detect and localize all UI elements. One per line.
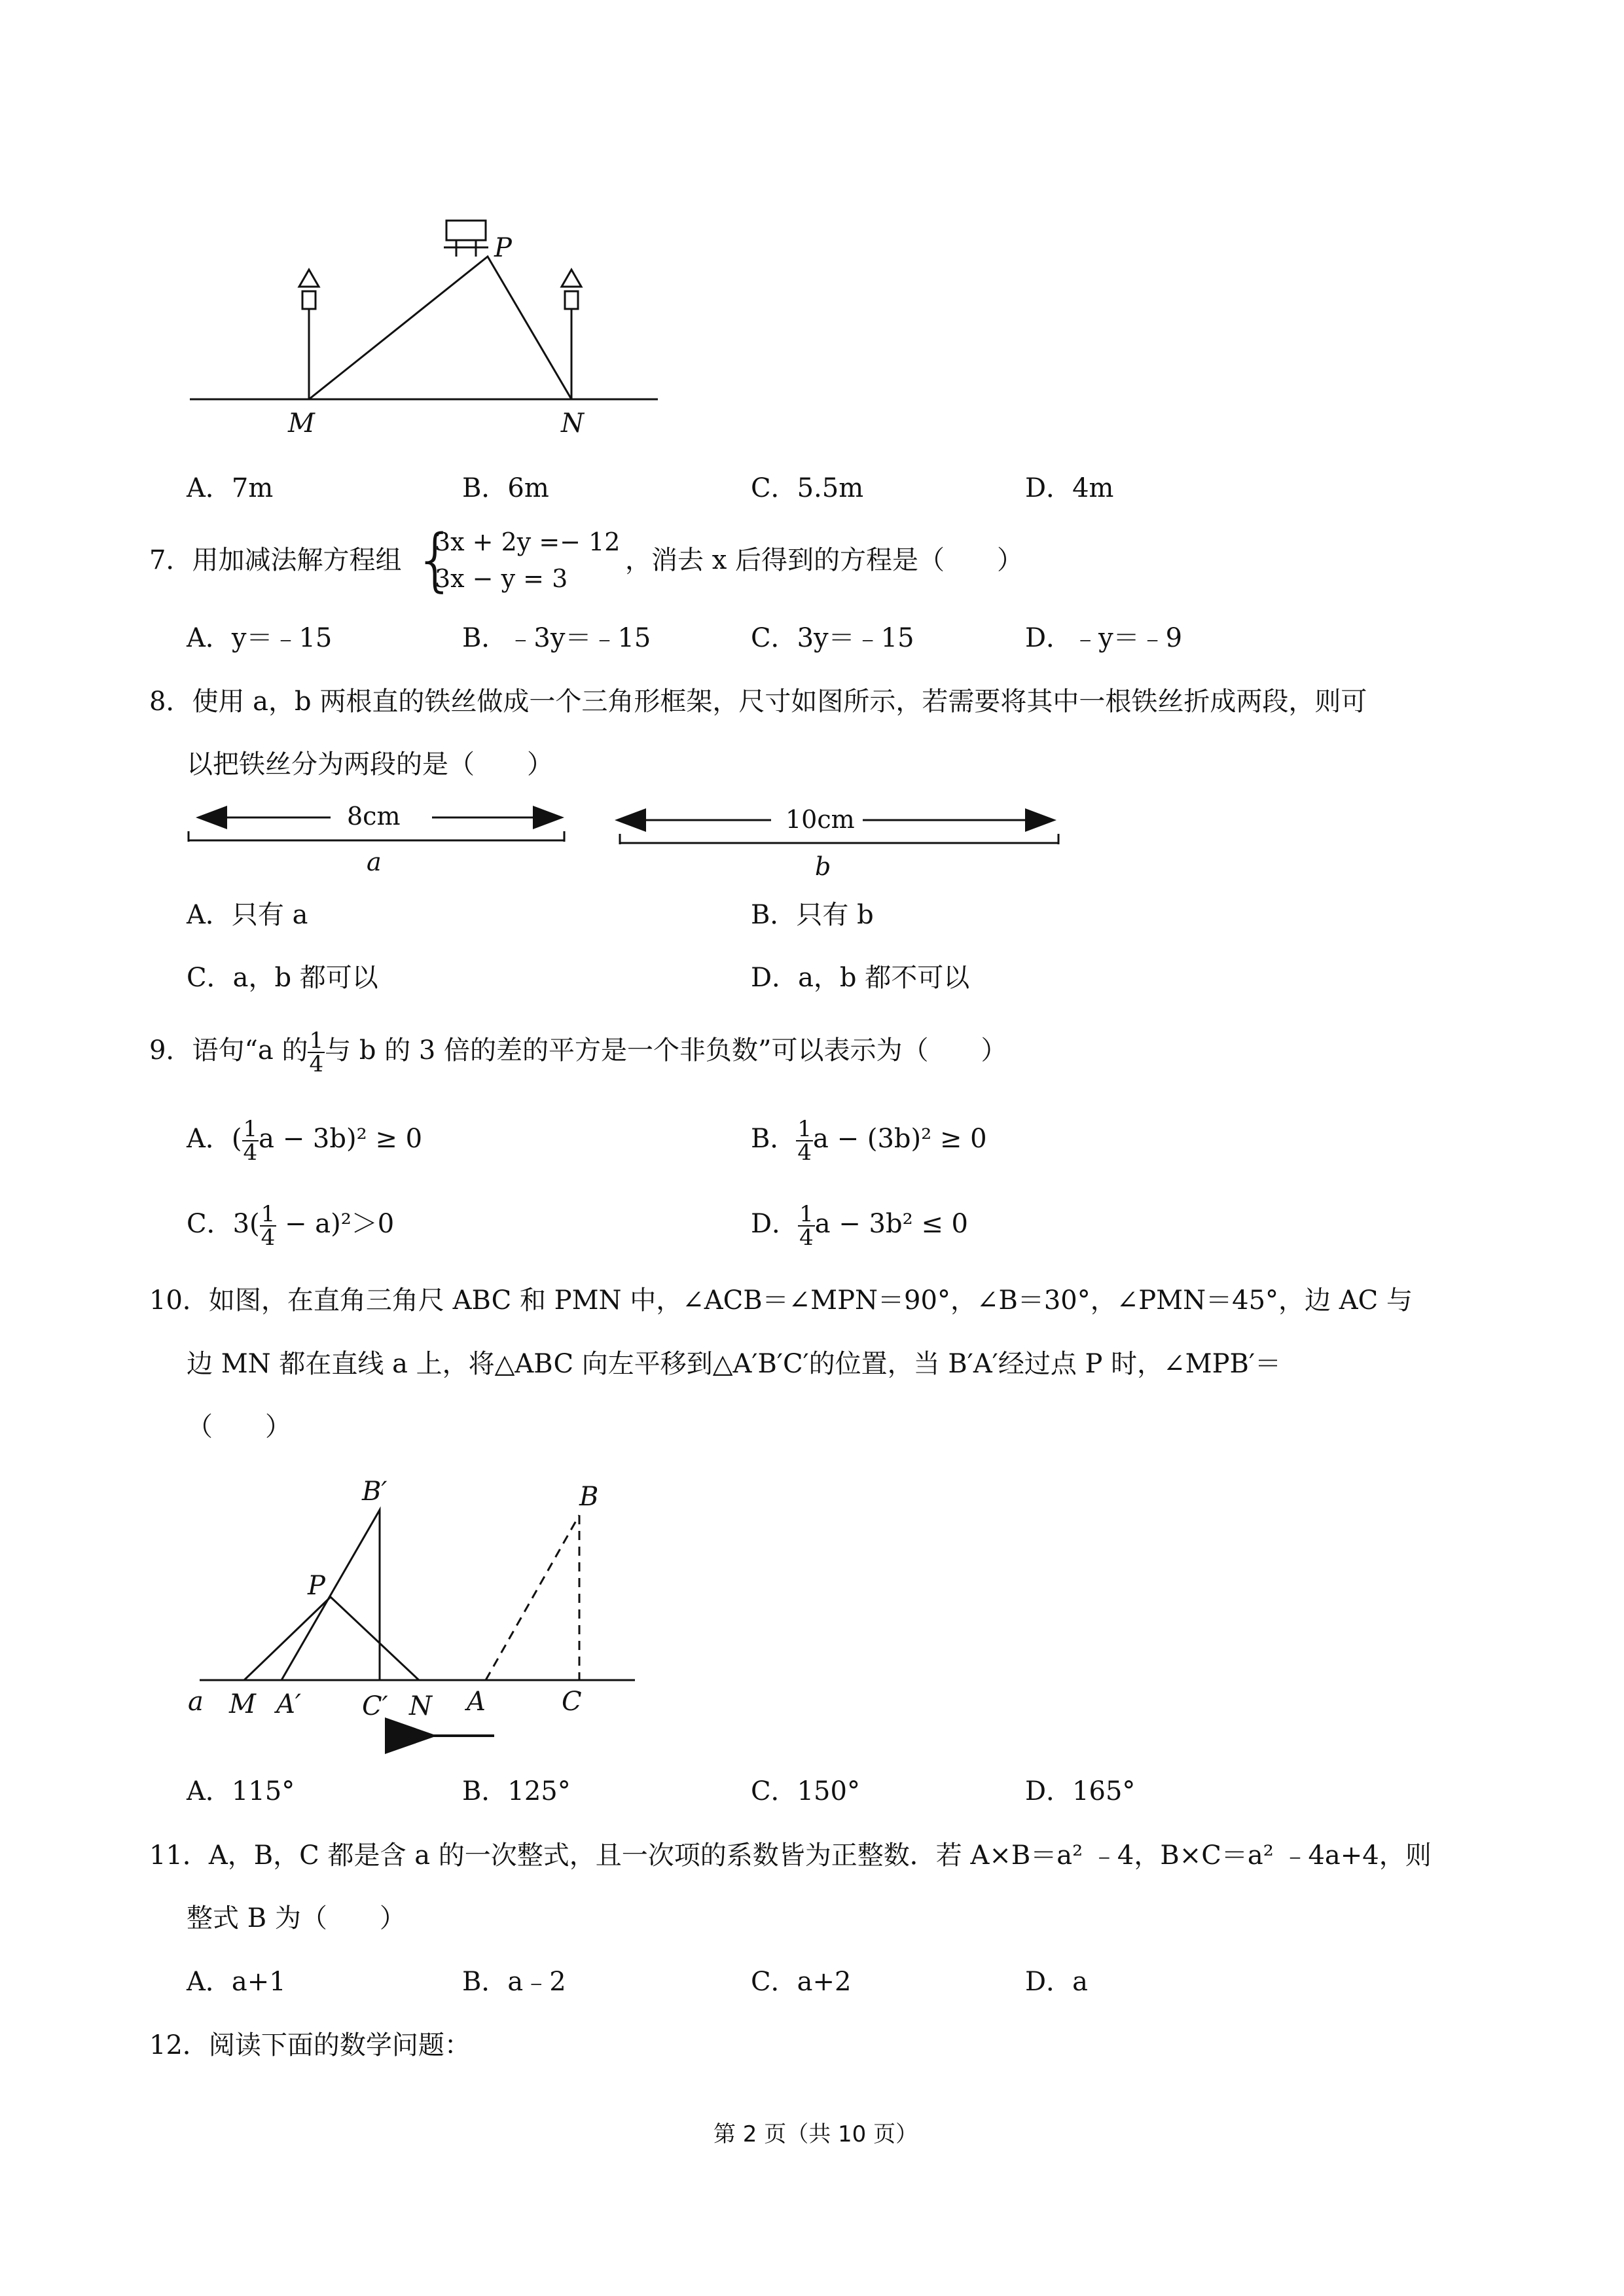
q9-stem bbox=[149, 1024, 1007, 1077]
q8-line2: 以把铁丝分为两段的是（ ） bbox=[187, 749, 553, 780]
q8-option-a: A．只有 a bbox=[187, 900, 308, 930]
q8-len-b: 10cm bbox=[785, 805, 855, 834]
q11-option-a: A．a+1 bbox=[187, 1967, 286, 1997]
q6-option-c: C．5.5m bbox=[751, 473, 864, 503]
q7-option-a: A．y＝﹣15 bbox=[187, 623, 333, 653]
q7-stem-pre: 7．用加减法解方程组 bbox=[149, 545, 402, 575]
q7-brace: { bbox=[414, 520, 458, 600]
q12-line1: 12．阅读下面的数学问题： bbox=[149, 2030, 471, 2060]
label-p: P bbox=[308, 1571, 325, 1601]
q9-stem-post: 与 b 的 3 倍的差的平方是一个非负数”可以表示为（ ） bbox=[325, 1035, 1007, 1066]
label-b: B bbox=[579, 1482, 599, 1512]
q9-frac: $\frac{1}{4}$ bbox=[309, 1028, 324, 1077]
q11-line2: 整式 B 为（ ） bbox=[187, 1903, 406, 1933]
q8-len-a: 8cm bbox=[347, 802, 401, 831]
label-c-prime: C′ bbox=[362, 1691, 388, 1721]
q8-name-b: b bbox=[815, 852, 831, 881]
q10-line1: 10．如图，在直角三角尺 ABC 和 PMN 中，∠ACB＝∠MPN＝90°，∠B＝30°，∠PMN＝45°，边 AC 与 bbox=[149, 1285, 1413, 1316]
q7-option-d: D．﹣y＝﹣9 bbox=[1025, 623, 1183, 653]
left-lamp-icon bbox=[299, 270, 319, 399]
label-a-prime: A′ bbox=[276, 1689, 301, 1719]
q6-option-d: D．4m bbox=[1025, 473, 1114, 503]
q7-eq1: 3x + 2y =− 12 bbox=[435, 528, 621, 556]
q10-option-a: A．115° bbox=[187, 1776, 295, 1806]
label-b-prime: B′ bbox=[362, 1477, 388, 1507]
right-lamp-icon bbox=[562, 270, 581, 399]
label-m: M bbox=[288, 408, 315, 439]
q10-line2: 边 MN 都在直线 a 上，将△ABC 向左平移到△A′B′C′的位置，当 B′A′经过点 P 时，∠MPB′＝ bbox=[187, 1349, 1282, 1379]
label-m: M bbox=[229, 1689, 256, 1719]
label-c: C bbox=[562, 1687, 582, 1717]
sign-icon bbox=[444, 221, 488, 257]
q10-option-b: B．125° bbox=[462, 1776, 571, 1806]
q11-option-d: D．a bbox=[1025, 1967, 1088, 1997]
q8-option-c: C．a，b 都可以 bbox=[187, 963, 378, 993]
q10-option-d: D．165° bbox=[1025, 1776, 1136, 1806]
triangle-a-prime-b-prime-c-prime bbox=[281, 1510, 380, 1680]
q8-name-a: a bbox=[367, 848, 382, 876]
triangle-pmn bbox=[244, 1597, 419, 1680]
q8-line1: 8．使用 a，b 两根直的铁丝做成一个三角形框架，尺寸如图所示，若需要将其中一根铁丝折成两段，则可 bbox=[149, 687, 1367, 717]
q9-option-c: C．3( $\frac{1}{4}$ − a)²＞0 bbox=[187, 1201, 395, 1251]
q11-option-c: C．a+2 bbox=[751, 1967, 852, 1997]
q8-option-d: D．a，b 都不可以 bbox=[751, 963, 970, 993]
label-n: N bbox=[409, 1691, 432, 1721]
label-a-line: a bbox=[188, 1687, 204, 1717]
q10-figure bbox=[0, 1440, 1624, 1767]
q7-option-c: C．3y＝﹣15 bbox=[751, 623, 914, 653]
q6-figure bbox=[0, 0, 1624, 458]
q6-option-b: B．6m bbox=[462, 473, 549, 503]
q8-figure bbox=[0, 785, 1624, 916]
q10-line3: （ ） bbox=[187, 1412, 291, 1442]
dashed-ab bbox=[486, 1515, 579, 1680]
q7-stem-post: ，消去 x 后得到的方程是（ ） bbox=[625, 545, 1023, 575]
q8-option-b: B．只有 b bbox=[751, 900, 874, 930]
triangle-mpn bbox=[309, 257, 571, 399]
q9-stem-pre: 9．语句“a 的 bbox=[149, 1035, 308, 1066]
q11-line1: 11．A，B，C 都是含 a 的一次整式，且一次项的系数皆为正整数．若 A×B＝a² ﹣4，B×C＝a² ﹣4a+4，则 bbox=[149, 1840, 1432, 1871]
q9-option-a: A．( $\frac{1}{4}$ a − 3b)² ≥ 0 bbox=[187, 1116, 423, 1166]
q9-option-b: B． $\frac{1}{4}$ a − (3b)² ≥ 0 bbox=[751, 1116, 987, 1166]
label-p: P bbox=[494, 233, 512, 263]
q7-eq2: 3x − y = 3 bbox=[435, 564, 568, 593]
label-n: N bbox=[561, 408, 584, 439]
q7-option-b: B．﹣3y＝﹣15 bbox=[462, 623, 651, 653]
label-a: A bbox=[467, 1687, 486, 1717]
q9-option-d: D． $\frac{1}{4}$ a − 3b² ≤ 0 bbox=[751, 1201, 968, 1251]
page-footer: 第 2 页（共 10 页） bbox=[713, 2121, 918, 2147]
q11-option-b: B．a﹣2 bbox=[462, 1967, 566, 1997]
q6-option-a: A．7m bbox=[187, 473, 274, 503]
q10-option-c: C．150° bbox=[751, 1776, 860, 1806]
